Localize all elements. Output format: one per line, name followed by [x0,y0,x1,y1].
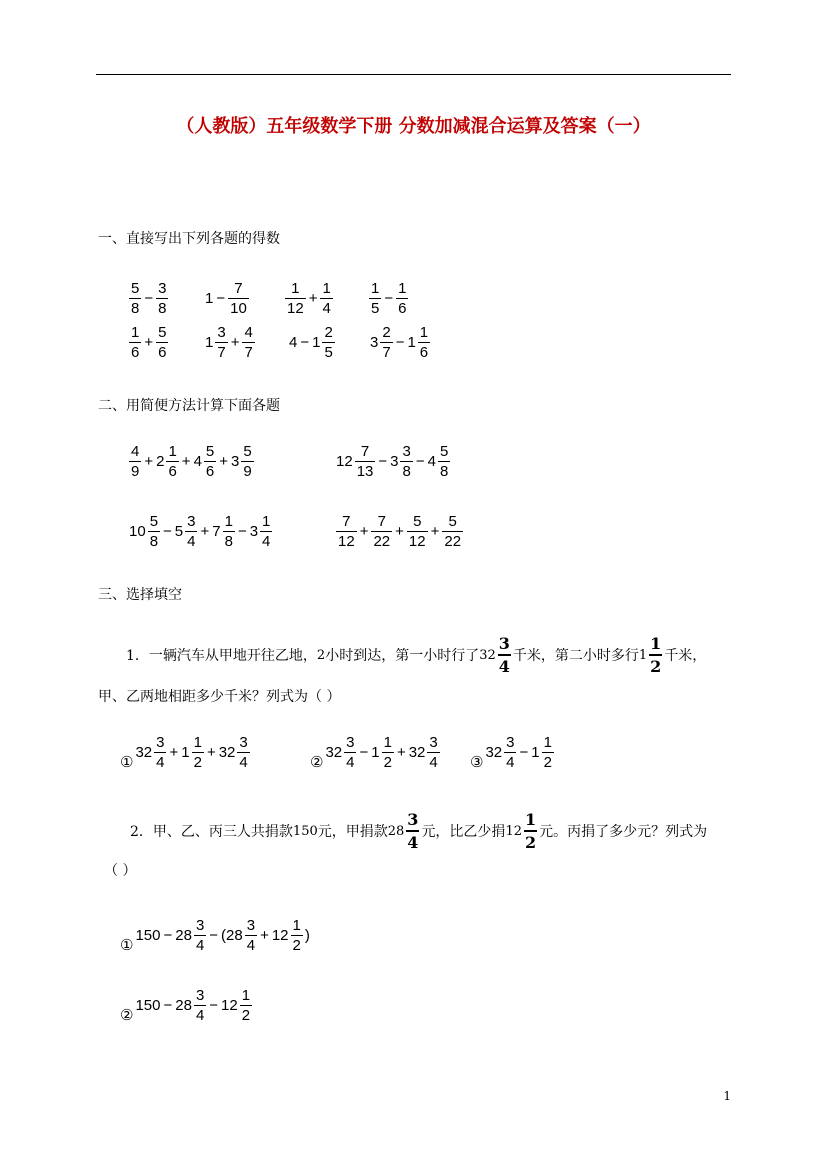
denominator: 4 [246,937,256,954]
q1-option-1 [120,735,251,770]
denominator: 4 [346,754,355,771]
text-run: 千米，第二小时多行 [512,648,639,664]
numerator: 7 [377,513,386,530]
fraction [504,735,516,770]
numerator: 3 [498,634,510,653]
denominator: 2 [383,754,392,771]
number: 150 [292,823,318,839]
fraction [344,735,356,770]
numerator: 3 [346,734,355,751]
denominator: 7 [217,344,226,361]
q2-option-2 [120,988,253,1023]
text-run: 元，比乙少捐 [421,824,506,840]
numerator: 1 [322,280,331,297]
number: 1 [205,290,214,307]
operator: + [395,523,404,540]
fraction [194,918,206,953]
denominator: 6 [205,463,215,480]
denominator: 5 [324,344,333,361]
fraction [355,444,376,479]
numerator: 5 [131,280,140,297]
denominator: 8 [439,463,449,480]
denominator: 7 [244,344,253,361]
denominator: 12 [338,533,355,550]
fraction [185,514,197,549]
fraction [427,735,439,770]
s1-expr-4 [368,281,409,316]
operator: − [209,997,219,1014]
s2-expr-2 [335,444,451,479]
denominator: 4 [156,754,165,771]
fraction [524,810,537,852]
section-3-heading: 三、选择填空 [98,587,182,603]
operator: − [209,927,219,944]
s1-expr-7 [288,325,336,360]
numerator: 3 [407,810,419,829]
denominator: 2 [241,1007,251,1024]
numerator: 1 [543,734,552,751]
fraction [322,325,334,360]
question-1-text [126,634,706,676]
s2-expr-1 [128,444,255,479]
s1-expr-1 [128,281,169,316]
s1-expr-5 [128,325,169,360]
fraction [498,634,511,676]
number: 12 [221,997,238,1014]
numerator: 2 [324,324,333,341]
option-number: ① [120,754,134,771]
number: 5 [174,523,184,540]
number: 3 [370,334,379,351]
denominator: 8 [402,463,411,480]
numerator: 1 [650,634,662,653]
numerator: 5 [149,513,159,530]
fraction [649,634,662,676]
number: 3 [231,453,240,470]
number: 1 [181,744,190,761]
numerator: 1 [168,443,177,460]
denominator: 4 [506,754,515,771]
numerator: 1 [524,810,537,829]
fraction [241,444,253,479]
denominator: 12 [287,300,304,317]
numerator: 1 [241,987,251,1004]
number: ) [304,927,310,944]
operator: − [144,290,154,307]
fraction [369,281,381,316]
fraction [285,281,306,316]
operator: − [519,744,529,761]
numerator: 3 [195,917,205,934]
denominator: 22 [373,533,391,550]
fraction [215,325,227,360]
operator: + [169,744,179,761]
fraction [242,325,254,360]
numerator: 1 [292,917,301,934]
numerator: 5 [205,443,215,460]
denominator: 2 [193,754,202,771]
numerator: 3 [217,324,226,341]
denominator: 4 [429,754,438,771]
operator: − [237,523,247,540]
fraction [148,514,160,549]
number: (28 [221,927,243,944]
text-run: 元。丙捐了多少元？列式为 [539,824,708,840]
operator: − [395,334,405,351]
denominator: 10 [230,300,247,317]
fraction [400,444,412,479]
section-1-heading: 一、直接写出下列各题的得数 [98,231,280,247]
denominator: 2 [649,654,662,676]
q1-option-3 [470,735,555,770]
s2-expr-4 [335,514,464,549]
fraction [291,918,303,953]
number: 1 [407,334,416,351]
text-run: 小时到达，第一小时行了 [325,648,480,664]
numerator: 3 [246,917,256,934]
page-number: 1 [723,1089,731,1103]
number: 1 [205,334,214,351]
text-run: 元，甲捐款 [317,824,388,840]
fraction [418,325,430,360]
numerator: 7 [360,443,370,460]
denominator: 7 [382,344,391,361]
operator: + [359,523,369,540]
operator: + [260,927,269,944]
fraction [228,281,249,316]
denominator: 2 [524,830,537,852]
numerator: 1 [262,513,271,530]
number: 28 [175,997,192,1014]
number: 1 [312,334,321,351]
operator: − [163,997,173,1014]
number: 2 [316,647,326,663]
numerator: 3 [156,734,165,751]
numerator: 1 [419,324,429,341]
numerator: 3 [506,734,515,751]
fraction [204,444,216,479]
denominator: 22 [444,533,462,550]
denominator: 4 [195,937,205,954]
denominator: 9 [243,463,252,480]
numerator: 1 [193,734,202,751]
numerator: 4 [244,324,253,341]
number: 150 [135,927,161,944]
q2-option-1 [120,918,311,953]
s2-expr-3 [128,514,273,549]
fraction [406,810,419,852]
question-1-line2: 甲、乙两地相距多少千米？列式为（ ） [98,689,341,705]
denominator: 6 [131,344,140,361]
fraction [320,281,332,316]
fraction [382,735,394,770]
operator: + [200,523,210,540]
numerator: 3 [187,513,196,530]
fraction [380,325,392,360]
operator: + [230,334,240,351]
fraction [240,988,252,1023]
s1-expr-2 [204,281,250,316]
number: 32 [408,744,426,761]
denominator: 6 [168,463,177,480]
denominator: 4 [239,754,248,771]
numerator: 3 [402,443,411,460]
operator: + [144,453,154,470]
numerator: 1 [224,513,233,530]
number: 3 [249,523,259,540]
operator: + [181,453,191,470]
numerator: 1 [371,280,380,297]
operator: − [300,334,310,351]
number: 4 [193,453,202,470]
text-run: 千米， [664,648,707,664]
q1-option-2 [310,735,441,770]
numerator: 3 [195,987,205,1004]
numerator: 7 [234,280,243,297]
denominator: 4 [322,300,331,317]
question-2-line2: （ ） [104,863,137,879]
denominator: 5 [371,300,380,317]
operator: − [415,453,425,470]
operator: + [308,290,318,307]
number: 1 [638,647,648,663]
fraction [245,918,257,953]
option-number: ② [120,1007,134,1024]
denominator: 4 [187,533,196,550]
operator: − [163,927,173,944]
number: 1 [371,744,380,761]
number: 2 [156,453,165,470]
fraction [237,735,249,770]
operator: + [396,744,406,761]
fraction [194,988,206,1023]
denominator: 8 [224,533,233,550]
denominator: 8 [131,300,140,317]
numerator: 5 [448,513,457,530]
page-title: （人教版）五年级数学下册 分数加减混合运算及答案（一） [176,116,651,137]
denominator: 12 [408,533,426,550]
number: 12 [505,823,522,839]
denominator: 2 [292,937,301,954]
operator: − [216,290,226,307]
denominator: 13 [356,463,374,480]
operator: + [430,523,440,540]
numerator: 5 [413,513,422,530]
numerator: 3 [239,734,248,751]
option-number: ③ [470,754,484,771]
fraction [542,735,554,770]
numerator: 3 [429,734,438,751]
number: 1 [531,744,540,761]
fraction [260,514,272,549]
header-rule [96,74,731,75]
numerator: 5 [158,324,167,341]
denominator: 4 [195,1007,205,1024]
number: 150 [135,997,161,1014]
fraction [156,325,168,360]
fraction [129,281,141,316]
option-number: ① [120,937,134,954]
fraction [156,281,168,316]
operator: − [359,744,369,761]
text-run: 2．甲、乙、丙三人共捐款 [130,824,293,840]
denominator: 4 [406,830,419,852]
number: 28 [175,927,192,944]
operator: + [219,453,229,470]
fraction [371,514,392,549]
number: 32 [325,744,343,761]
number: 10 [129,523,146,540]
s1-expr-3 [284,281,334,316]
number: 7 [212,523,221,540]
number: 4 [427,453,436,470]
number: 32 [135,744,153,761]
numerator: 1 [383,734,392,751]
operator: + [144,334,154,351]
fraction [166,444,178,479]
option-number: ② [310,754,324,771]
question-2-text [130,810,707,852]
numerator: 4 [131,443,140,460]
denominator: 6 [419,344,429,361]
fraction [396,281,408,316]
number: 32 [218,744,236,761]
operator: − [378,453,388,470]
number: 32 [485,744,503,761]
denominator: 2 [543,754,552,771]
denominator: 8 [158,300,167,317]
numerator: 5 [243,443,252,460]
fraction [438,444,450,479]
denominator: 6 [158,344,167,361]
fraction [223,514,235,549]
denominator: 8 [149,533,159,550]
number: 28 [387,823,405,839]
numerator: 3 [158,280,167,297]
denominator: 4 [262,533,271,550]
number: 32 [479,647,496,663]
fraction [442,514,463,549]
text-run: 1．一辆汽车从甲地开往乙地， [126,648,317,664]
numerator: 7 [342,513,351,530]
operator: + [206,744,216,761]
denominator: 4 [498,654,511,676]
fraction [336,514,357,549]
operator: − [384,290,394,307]
numerator: 1 [398,280,407,297]
fraction [129,444,141,479]
numerator: 2 [382,324,391,341]
fraction [154,735,166,770]
s1-expr-6 [204,325,256,360]
s1-expr-8 [369,325,431,360]
numerator: 1 [291,280,300,297]
numerator: 1 [131,324,140,341]
number: 12 [336,453,353,470]
denominator: 6 [398,300,407,317]
operator: − [163,523,172,540]
section-2-heading: 二、用简便方法计算下面各题 [98,398,280,414]
fraction [192,735,204,770]
number: 4 [289,334,298,351]
fraction [129,325,141,360]
number: 12 [271,927,289,944]
number: 3 [390,453,399,470]
denominator: 9 [131,463,140,480]
numerator: 5 [439,443,449,460]
fraction [407,514,428,549]
